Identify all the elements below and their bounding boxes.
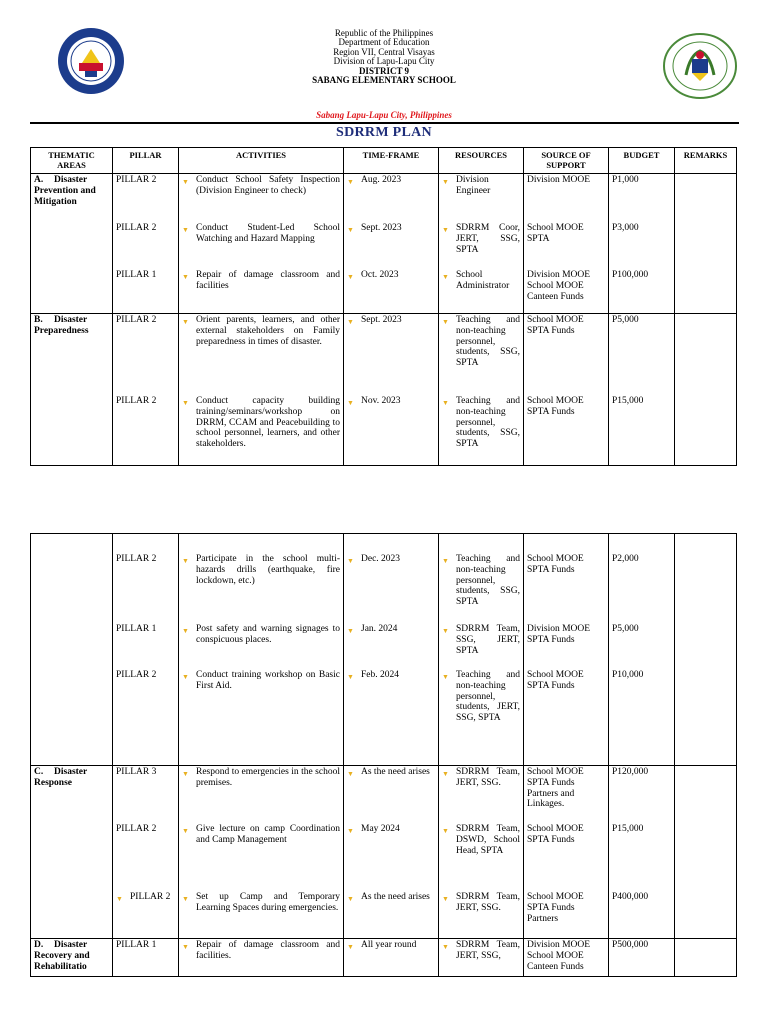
support-text: School MOOE SPTA Funds	[527, 315, 584, 336]
pillar: PILLAR 1	[116, 940, 157, 950]
bullet-arrow-icon: ▼	[347, 273, 354, 281]
budget-text: P500,000	[612, 940, 649, 950]
remarks-cell	[675, 314, 737, 466]
header-rule	[30, 122, 739, 124]
pillar-cell	[113, 174, 179, 314]
support-text: School MOOE SPTA Funds Partners and Linkages.	[527, 767, 584, 810]
activity-item	[182, 767, 340, 824]
pillar: PILLAR 2	[116, 223, 157, 233]
activity-text: Conduct School Safety Inspection (Division Engineer to check)	[196, 175, 340, 196]
thematic-area	[31, 174, 113, 314]
activities-cell	[179, 174, 344, 314]
activities-cell	[179, 534, 344, 766]
pillar: PILLAR 2	[116, 396, 157, 406]
support-cell	[524, 174, 609, 314]
budget-text: P400,000	[612, 892, 649, 902]
remarks-cell	[675, 534, 737, 766]
remarks-cell	[675, 939, 737, 977]
support-text: School MOOE SPTA Funds	[527, 670, 584, 691]
activity-text: Repair of damage classroom and facilities.	[196, 940, 340, 961]
timeframe-cell	[344, 939, 439, 977]
bullet-arrow-icon: ▼	[347, 399, 354, 407]
timeframe-text: Oct. 2023	[361, 270, 399, 280]
support-cell	[524, 939, 609, 977]
budget-text: P15,000	[612, 396, 644, 406]
bullet-arrow-icon: ▼	[442, 557, 449, 565]
resource-text: SDRRM Team, JERT, SSG,	[456, 940, 520, 961]
budget-cell	[609, 939, 675, 977]
pillar-cell	[113, 314, 179, 466]
support-text: School MOOE SPTA Funds Partners	[527, 892, 584, 924]
column-header: BUDGET	[609, 148, 675, 174]
column-header: RESOURCES	[439, 148, 524, 174]
bullet-arrow-icon: ▼	[442, 178, 449, 186]
column-header: PILLAR	[113, 148, 179, 174]
timeframe-text: Aug. 2023	[361, 175, 402, 185]
budget-text: P1,000	[612, 175, 639, 185]
bullet-arrow-icon: ▼	[347, 943, 354, 951]
timeframe-text: Sept. 2023	[361, 315, 402, 325]
activity-item	[182, 223, 340, 259]
header-line-4: Division of Lapu-Lapu City	[333, 56, 435, 67]
document-header	[0, 0, 768, 140]
support-cell	[524, 534, 609, 766]
timeframe-cell	[344, 174, 439, 314]
activity-text: Orient parents, learners, and other external stakeholders on Family preparedness in times of disaster.	[196, 315, 340, 347]
resources-cell	[439, 939, 524, 977]
timeframe-item	[347, 940, 435, 951]
support-cell	[524, 766, 609, 939]
timeframe-text: All year round	[361, 940, 417, 950]
resource-text: SDRRM Team, SSG, JERT, SPTA	[456, 624, 520, 656]
area-name: Disaster Preparedness	[34, 315, 89, 336]
timeframe-cell	[344, 534, 439, 766]
activity-item	[182, 824, 340, 892]
activity-text: Participate in the school multi-hazards drills (earthquake, fire lockdown, etc.)	[196, 554, 340, 586]
pillar: PILLAR 1	[116, 624, 157, 634]
bullet-arrow-icon: ▼	[442, 627, 449, 635]
budget-text: P5,000	[612, 624, 639, 634]
bullet-arrow-icon: ▼	[442, 943, 449, 951]
table-row	[31, 939, 737, 977]
activity-item	[182, 396, 340, 450]
support-text: School MOOE SPTA	[527, 223, 584, 244]
timeframe-item	[347, 223, 435, 259]
bullet-arrow-icon: ▼	[442, 673, 449, 681]
bullet-arrow-icon: ▼	[182, 895, 189, 903]
budget-cell	[609, 534, 675, 766]
resource-text: SDRRM Coor, JERT, SSG, SPTA	[456, 223, 520, 255]
activities-cell	[179, 314, 344, 466]
bullet-arrow-icon: ▼	[182, 273, 189, 281]
column-header: THEMATIC AREAS	[31, 148, 113, 174]
resource-text: Division Engineer	[456, 175, 491, 196]
table-header-row	[31, 148, 737, 174]
resource-text: School Administrator	[456, 270, 510, 291]
budget-text: P3,000	[612, 223, 639, 233]
resource-text: Teaching and non-teaching personnel, students, SSG, SPTA	[456, 396, 520, 450]
table-row	[31, 534, 737, 766]
resource-item	[442, 223, 520, 259]
area-name: Disaster Recovery and Rehabilitatio	[34, 940, 90, 972]
activity-text: Conduct training workshop on Basic First Aid.	[196, 670, 340, 691]
area-letter: D.	[34, 940, 44, 950]
bullet-arrow-icon: ▼	[442, 226, 449, 234]
resource-item	[442, 315, 520, 385]
bullet-arrow-icon: ▼	[182, 627, 189, 635]
activity-item	[182, 940, 340, 962]
resource-text: Teaching and non-teaching personnel, students, SSG, SPTA	[456, 554, 520, 608]
resource-item	[442, 175, 520, 212]
activity-text: Conduct capacity building training/seminars/workshop on DRRM, CCAM and Peacebuilding to school personnel, learners, and other stakeholders.	[196, 396, 340, 450]
pillar-cell	[113, 766, 179, 939]
table-row	[31, 174, 737, 314]
activity-item	[182, 624, 340, 670]
timeframe-item	[347, 270, 435, 281]
timeframe-text: Feb. 2024	[361, 670, 399, 680]
area-letter: C.	[34, 767, 44, 777]
activity-text: Repair of damage classroom and facilities	[196, 270, 340, 291]
resource-text: SDRRM Team, DSWD, School Head, SPTA	[456, 824, 520, 856]
timeframe-text: Jan. 2024	[361, 624, 398, 634]
thematic-area	[31, 766, 113, 939]
budget-text: P15,000	[612, 824, 644, 834]
timeframe-item	[347, 396, 435, 407]
resources-cell	[439, 534, 524, 766]
plan-table-page-1	[30, 147, 737, 466]
bullet-arrow-icon: ▼	[182, 318, 189, 326]
bullet-arrow-icon: ▼	[347, 673, 354, 681]
timeframe-text: Sept. 2023	[361, 223, 402, 233]
timeframe-item	[347, 624, 435, 670]
pillar: PILLAR 2	[116, 824, 157, 834]
support-text: Division MOOE School MOOE Canteen Funds	[527, 270, 591, 302]
budget-cell	[609, 766, 675, 939]
budget-text: P120,000	[612, 767, 649, 777]
resource-text: SDRRM Team, JERT, SSG.	[456, 892, 520, 913]
budget-text: P100,000	[612, 270, 649, 280]
pillar-cell	[113, 939, 179, 977]
pillar: PILLAR 2	[130, 892, 171, 902]
area-letter: A.	[34, 175, 44, 185]
resource-item	[442, 824, 520, 892]
bullet-arrow-icon: ▼	[347, 895, 354, 903]
remarks-cell	[675, 174, 737, 314]
column-header: SOURCE OF SUPPORT	[524, 148, 609, 174]
timeframe-item	[347, 767, 435, 824]
activity-item	[182, 670, 340, 692]
activity-text: Set up Camp and Temporary Learning Spaces during emergencies.	[196, 892, 340, 913]
resources-cell	[439, 174, 524, 314]
bullet-arrow-icon: ▼	[442, 273, 449, 281]
bullet-arrow-icon: ▼	[182, 399, 189, 407]
timeframe-item	[347, 670, 435, 681]
resource-item	[442, 670, 520, 724]
pillar: PILLAR 1	[116, 270, 157, 280]
district-line: DISTRICT 9	[358, 65, 410, 76]
header-line-3: Region VII, Central Visayas	[333, 46, 435, 57]
resource-item	[442, 940, 520, 962]
bullet-arrow-icon: ▼	[182, 770, 189, 778]
table-row	[31, 314, 737, 466]
bullet-arrow-icon: ▼	[347, 226, 354, 234]
activity-text: Conduct Student-Led School Watching and Hazard Mapping	[196, 223, 340, 244]
resource-item	[442, 554, 520, 624]
bullet-arrow-icon: ▼	[182, 557, 189, 565]
bullet-arrow-icon: ▼	[182, 943, 189, 951]
agency-lines	[240, 29, 528, 85]
bullet-arrow-icon: ▼	[182, 178, 189, 186]
bullet-arrow-icon: ▼	[347, 627, 354, 635]
bullet-arrow-icon: ▼	[442, 895, 449, 903]
support-text: Division MOOE School MOOE Canteen Funds	[527, 940, 591, 972]
timeframe-item	[347, 315, 435, 385]
budget-cell	[609, 174, 675, 314]
activities-cell	[179, 939, 344, 977]
activity-item	[182, 270, 340, 292]
header-line-1: Republic of the Philippines	[334, 28, 434, 38]
school-address: Sabang Lapu-Lapu City, Philippines	[316, 110, 452, 120]
budget-cell	[609, 314, 675, 466]
pillar: PILLAR 3	[116, 767, 157, 777]
activities-cell	[179, 766, 344, 939]
resources-cell	[439, 766, 524, 939]
activity-text: Post safety and warning signages to conspicuous places.	[196, 624, 340, 645]
resource-item	[442, 270, 520, 292]
timeframe-text: Nov. 2023	[361, 396, 401, 406]
area-letter: B.	[34, 315, 43, 325]
column-header: TIME-FRAME	[344, 148, 439, 174]
thematic-area	[31, 939, 113, 977]
deped-seal-icon	[57, 27, 125, 95]
support-text: Division MOOE	[527, 175, 591, 185]
resource-text: Teaching and non-teaching personnel, students, JERT, SSG, SPTA	[456, 670, 520, 724]
budget-text: P5,000	[612, 315, 639, 325]
timeframe-item	[347, 554, 435, 624]
activity-item	[182, 175, 340, 212]
bullet-arrow-icon: ▼	[182, 673, 189, 681]
timeframe-item	[347, 175, 435, 212]
thematic-area	[31, 314, 113, 466]
pillar-item	[116, 892, 175, 903]
bullet-arrow-icon: ▼	[182, 827, 189, 835]
area-name: Disaster Prevention and Mitigation	[34, 175, 96, 207]
resource-text: Teaching and non-teaching personnel, students, SSG, SPTA	[456, 315, 520, 369]
pillar: PILLAR 2	[116, 554, 157, 564]
bullet-arrow-icon: ▼	[442, 399, 449, 407]
area-name: Disaster Response	[34, 767, 88, 788]
school-name: SABANG ELEMENTARY SCHOOL	[312, 75, 456, 86]
timeframe-text: Dec. 2023	[361, 554, 401, 564]
activity-text: Give lecture on camp Coordination and Camp Management	[196, 824, 340, 845]
budget-text: P10,000	[612, 670, 644, 680]
remarks-cell	[675, 766, 737, 939]
activity-item	[182, 554, 340, 624]
pillar: PILLAR 2	[116, 175, 157, 185]
timeframe-text: May 2024	[361, 824, 400, 834]
plan-title: SDRRM PLAN	[336, 125, 432, 140]
resource-item	[442, 624, 520, 670]
support-text: School MOOE SPTA Funds	[527, 554, 584, 575]
bullet-arrow-icon: ▼	[347, 178, 354, 186]
bullet-arrow-icon: ▼	[182, 226, 189, 234]
pillar-cell	[113, 534, 179, 766]
activity-item	[182, 315, 340, 385]
timeframe-item	[347, 824, 435, 892]
bullet-arrow-icon: ▼	[442, 318, 449, 326]
support-text: Division MOOE SPTA Funds	[527, 624, 591, 645]
resource-item	[442, 396, 520, 450]
pillar: PILLAR 2	[116, 670, 157, 680]
timeframe-cell	[344, 314, 439, 466]
bullet-arrow-icon: ▼	[442, 770, 449, 778]
support-cell	[524, 314, 609, 466]
bullet-arrow-icon: ▼	[347, 827, 354, 835]
pillar: PILLAR 2	[116, 315, 157, 325]
bullet-arrow-icon: ▼	[347, 318, 354, 326]
plan-table-page-2	[30, 533, 737, 977]
resource-item	[442, 767, 520, 824]
timeframe-cell	[344, 766, 439, 939]
bullet-arrow-icon: ▼	[116, 895, 123, 903]
header-line-2: Department of Education	[338, 37, 430, 48]
resource-text: SDRRM Team, JERT, SSG.	[456, 767, 520, 788]
bullet-arrow-icon: ▼	[347, 770, 354, 778]
timeframe-text: As the need arises	[361, 892, 430, 902]
thematic-area	[31, 534, 113, 766]
table-row	[31, 766, 737, 939]
support-text: School MOOE SPTA Funds	[527, 396, 584, 417]
budget-text: P2,000	[612, 554, 639, 564]
column-header: REMARKS	[675, 148, 737, 174]
activity-text: Respond to emergencies in the school premises.	[196, 767, 340, 788]
support-text: School MOOE SPTA Funds	[527, 824, 584, 845]
column-header: ACTIVITIES	[179, 148, 344, 174]
activity-item	[182, 892, 340, 914]
bullet-arrow-icon: ▼	[442, 827, 449, 835]
timeframe-item	[347, 892, 435, 903]
resource-item	[442, 892, 520, 914]
bullet-arrow-icon: ▼	[347, 557, 354, 565]
school-seal-icon	[662, 33, 738, 99]
resources-cell	[439, 314, 524, 466]
timeframe-text: As the need arises	[361, 767, 430, 777]
